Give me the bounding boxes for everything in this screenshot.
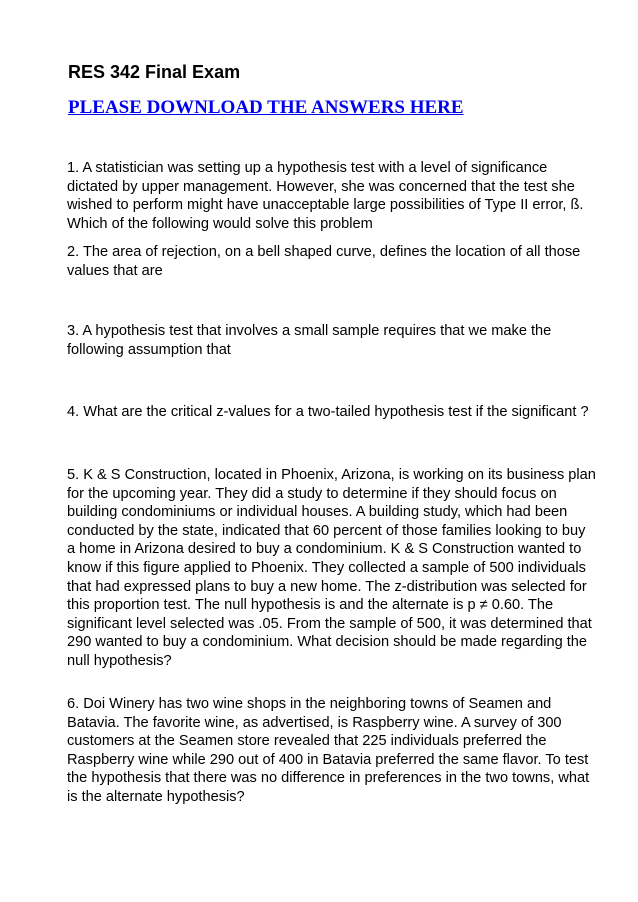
question-5: 5. K & S Construction, located in Phoenix, Arizona, is working on its business plan for the upcoming year. They did a study to determine if they should focus on building condominiums or individual houses. A building study, which had been conducted by the state, indicated that 60 percent of those families looking to buy a home in Arizona desired to buy a condominium. K & S Construction wanted to know if this figure applied to Phoenix. They collected a sample of 500 individuals that had expressed plans to buy a new home. The z-distribution was selected for this proportion test. The null hypothesis is and the alternate is p ≠ 0.60. The significant level selected was .05. From the sample of 500, it was determined that 290 wanted to buy a condominium. What decision should be made regarding the null hypothesis? [67, 467, 596, 669]
question-4: 4. What are the critical z-values for a two-tailed hypothesis test if the significant ? [67, 404, 589, 420]
question-1: 1. A statistician was setting up a hypothesis test with a level of significance dictated by upper management. However, she was concerned that the test she wished to perform might have unacceptable large possibilities of Type II error, ß. Which of the following would solve this problem [67, 160, 584, 232]
question-3: 3. A hypothesis test that involves a small sample requires that we make the following assumption that [67, 323, 552, 358]
question-6: 6. Doi Winery has two wine shops in the neighboring towns of Seamen and Batavia. The favorite wine, as advertised, is Raspberry wine. A survey of 300 customers at the Seamen store revealed that 225 individuals preferred the Raspberry wine while 290 out of 400 in Batavia preferred the same flavor. To test the hypothesis that there was no difference in preferences in the two towns, what is the alternate hypothesis? [67, 696, 590, 805]
download-answers-link[interactable]: PLEASE DOWNLOAD THE ANSWERS HERE [68, 97, 464, 118]
question-2: 2. The area of rejection, on a bell shaped curve, defines the location of all those values that are [67, 244, 581, 279]
page-title: RES 342 Final Exam [68, 62, 241, 82]
